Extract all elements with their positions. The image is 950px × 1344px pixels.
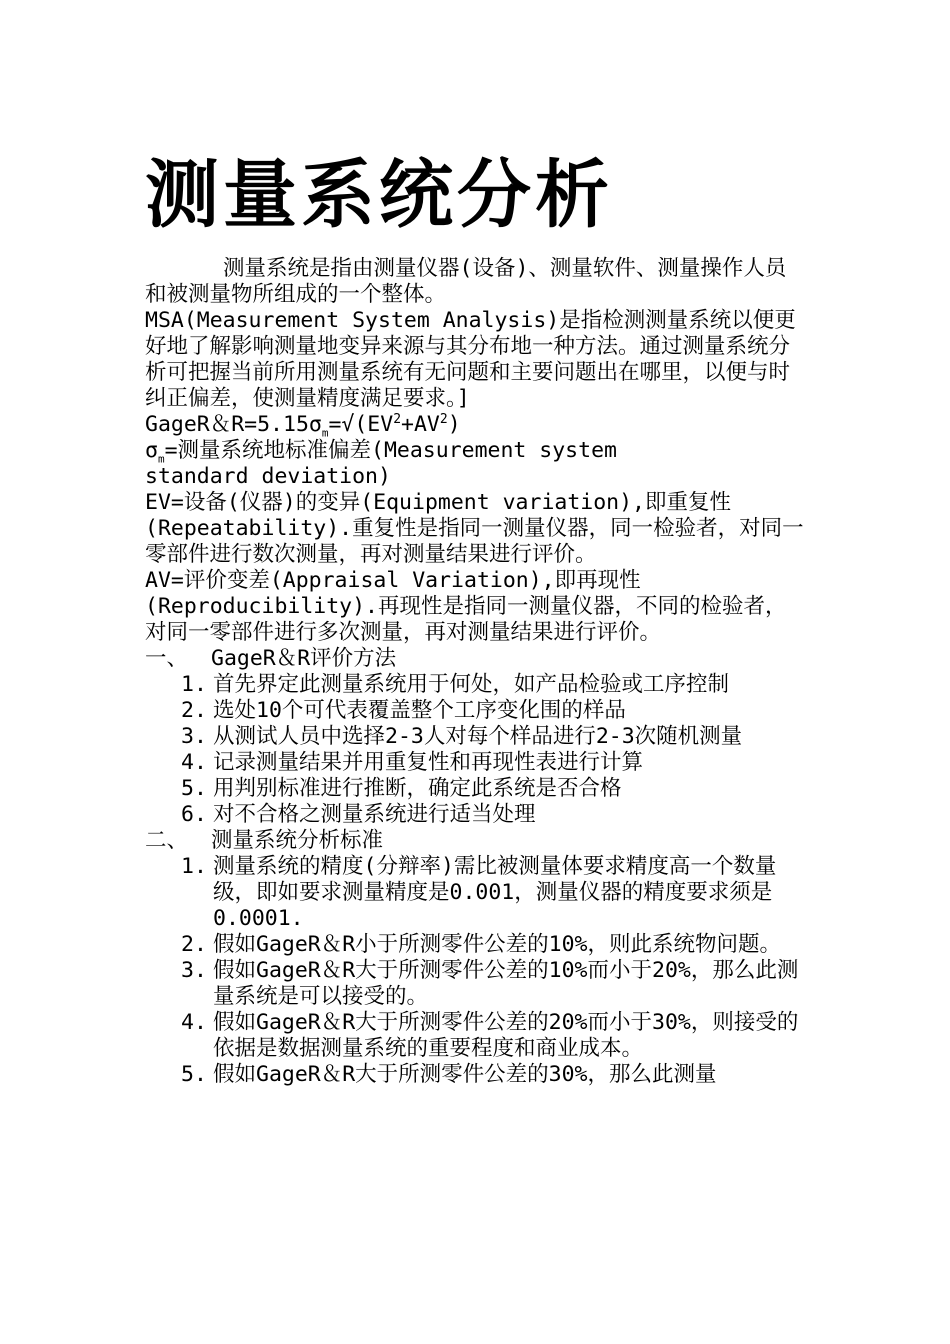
list-item-text: 假如GageR＆R小于所测零件公差的10%，则此系统物问题。 (213, 932, 781, 957)
ev-definition: EV=设备(仪器)的变异(Equipment variation),即重复性(Repeatability).重复性是指同一测量仪器，同一检验者，对同一零部件进行数次测量，再对测量结果进行评价。 (145, 490, 804, 567)
list-item-number: 4. (181, 1010, 207, 1035)
list-item (145, 854, 807, 932)
analysis-standard-list (145, 854, 807, 1088)
list-item-number: 2. (181, 932, 207, 957)
document-content (145, 150, 807, 1088)
list-item-text: 记录测量结果并用重复性和再现性表进行计算 (213, 750, 644, 775)
formula-sub: m (321, 426, 329, 440)
sigma-definition-line1: =测量系统地标准偏差(Measurement system (164, 438, 617, 463)
list-item-text: 选处10个可代表覆盖整个工序变化围的样品 (213, 698, 626, 723)
list-item-text: 首先界定此测量系统用于何处，如产品检验或工序控制 (213, 672, 730, 697)
av-definition: AV=评价变差(Appraisal Variation),即再现性(Reproducibility).再现性是指同一测量仪器，不同的检验者，对同一零部件进行多次测量，再对测量结果进行评价。 (145, 568, 787, 645)
list-item (145, 1010, 807, 1062)
list-item (145, 698, 807, 724)
section-number-2: 二、 (145, 828, 189, 853)
list-item-text: 假如GageR＆R大于所测零件公差的30%，那么此测量 (213, 1062, 717, 1087)
list-item-number: 2. (181, 698, 207, 723)
list-item (145, 750, 807, 776)
list-item-text: 对不合格之测量系统进行适当处理 (213, 802, 536, 827)
section-heading-1 (145, 646, 807, 672)
formula-sup-av: 2 (439, 411, 448, 427)
list-item (145, 672, 807, 698)
sigma-sub: m (157, 452, 165, 466)
list-item-number: 1. (181, 854, 207, 879)
sigma-definition (145, 438, 807, 464)
msa-paragraph: MSA(Measurement System Analysis)是指检测测量系统以便更好地了解影响测量地变异来源与其分布地一种方法。通过测量系统分析可把握当前所用测量系统有无问题和主要问题出在哪里，以便与时纠正偏差，使测量精度满足要求。] (145, 308, 796, 411)
formula-plus: +AV (401, 412, 440, 437)
list-item-text: 用判别标准进行推断，确定此系统是否合格 (213, 776, 622, 801)
list-item (145, 776, 807, 802)
list-item-number: 6. (181, 802, 207, 827)
gage-rr-formula (145, 412, 807, 438)
list-item-text: 假如GageR＆R大于所测零件公差的20%而小于30%，则接受的依据是数据测量系统的重要程度和商业成本。 (213, 1010, 799, 1061)
list-item-number: 3. (181, 724, 207, 749)
section-title-1: GageR＆R评价方法 (211, 646, 397, 671)
intro-paragraph: 测量系统是指由测量仪器(设备)、测量软件、测量操作人员和被测量物所组成的一个整体。 (145, 256, 787, 307)
list-item-number: 3. (181, 958, 207, 983)
formula-mid: =√(EV (328, 412, 394, 437)
list-item-number: 4. (181, 750, 207, 775)
sigma-symbol: σ (145, 438, 158, 463)
section-title-2: 测量系统分析标准 (211, 828, 384, 853)
list-item-number: 5. (181, 1062, 207, 1087)
list-item (145, 724, 807, 750)
list-item (145, 932, 807, 958)
page-title: 测量系统分析 (145, 152, 613, 238)
list-item-text: 从测试人员中选择2-3人对每个样品进行2-3次随机测量 (213, 724, 743, 749)
section-heading-2 (145, 828, 807, 854)
section-number-1: 一、 (145, 646, 189, 671)
list-item-number: 5. (181, 776, 207, 801)
list-item (145, 802, 807, 828)
formula-sup-ev: 2 (393, 411, 402, 427)
document-body (145, 256, 807, 1088)
list-item-number: 1. (181, 672, 207, 697)
list-item-text: 测量系统的精度(分辩率)需比被测量体要求精度高一个数量级，即如要求测量精度是0.001，测量仪器的精度要求须是0.0001. (213, 854, 777, 931)
evaluation-method-list (145, 672, 807, 828)
list-item-text: 假如GageR＆R大于所测零件公差的10%而小于20%，那么此测量系统是可以接受的。 (213, 958, 799, 1009)
sigma-definition-line2: standard deviation) (145, 464, 391, 489)
list-item (145, 1062, 807, 1088)
list-item (145, 958, 807, 1010)
formula-prefix: GageR＆R=5.15σ (145, 412, 322, 437)
formula-close: ) (447, 412, 461, 437)
